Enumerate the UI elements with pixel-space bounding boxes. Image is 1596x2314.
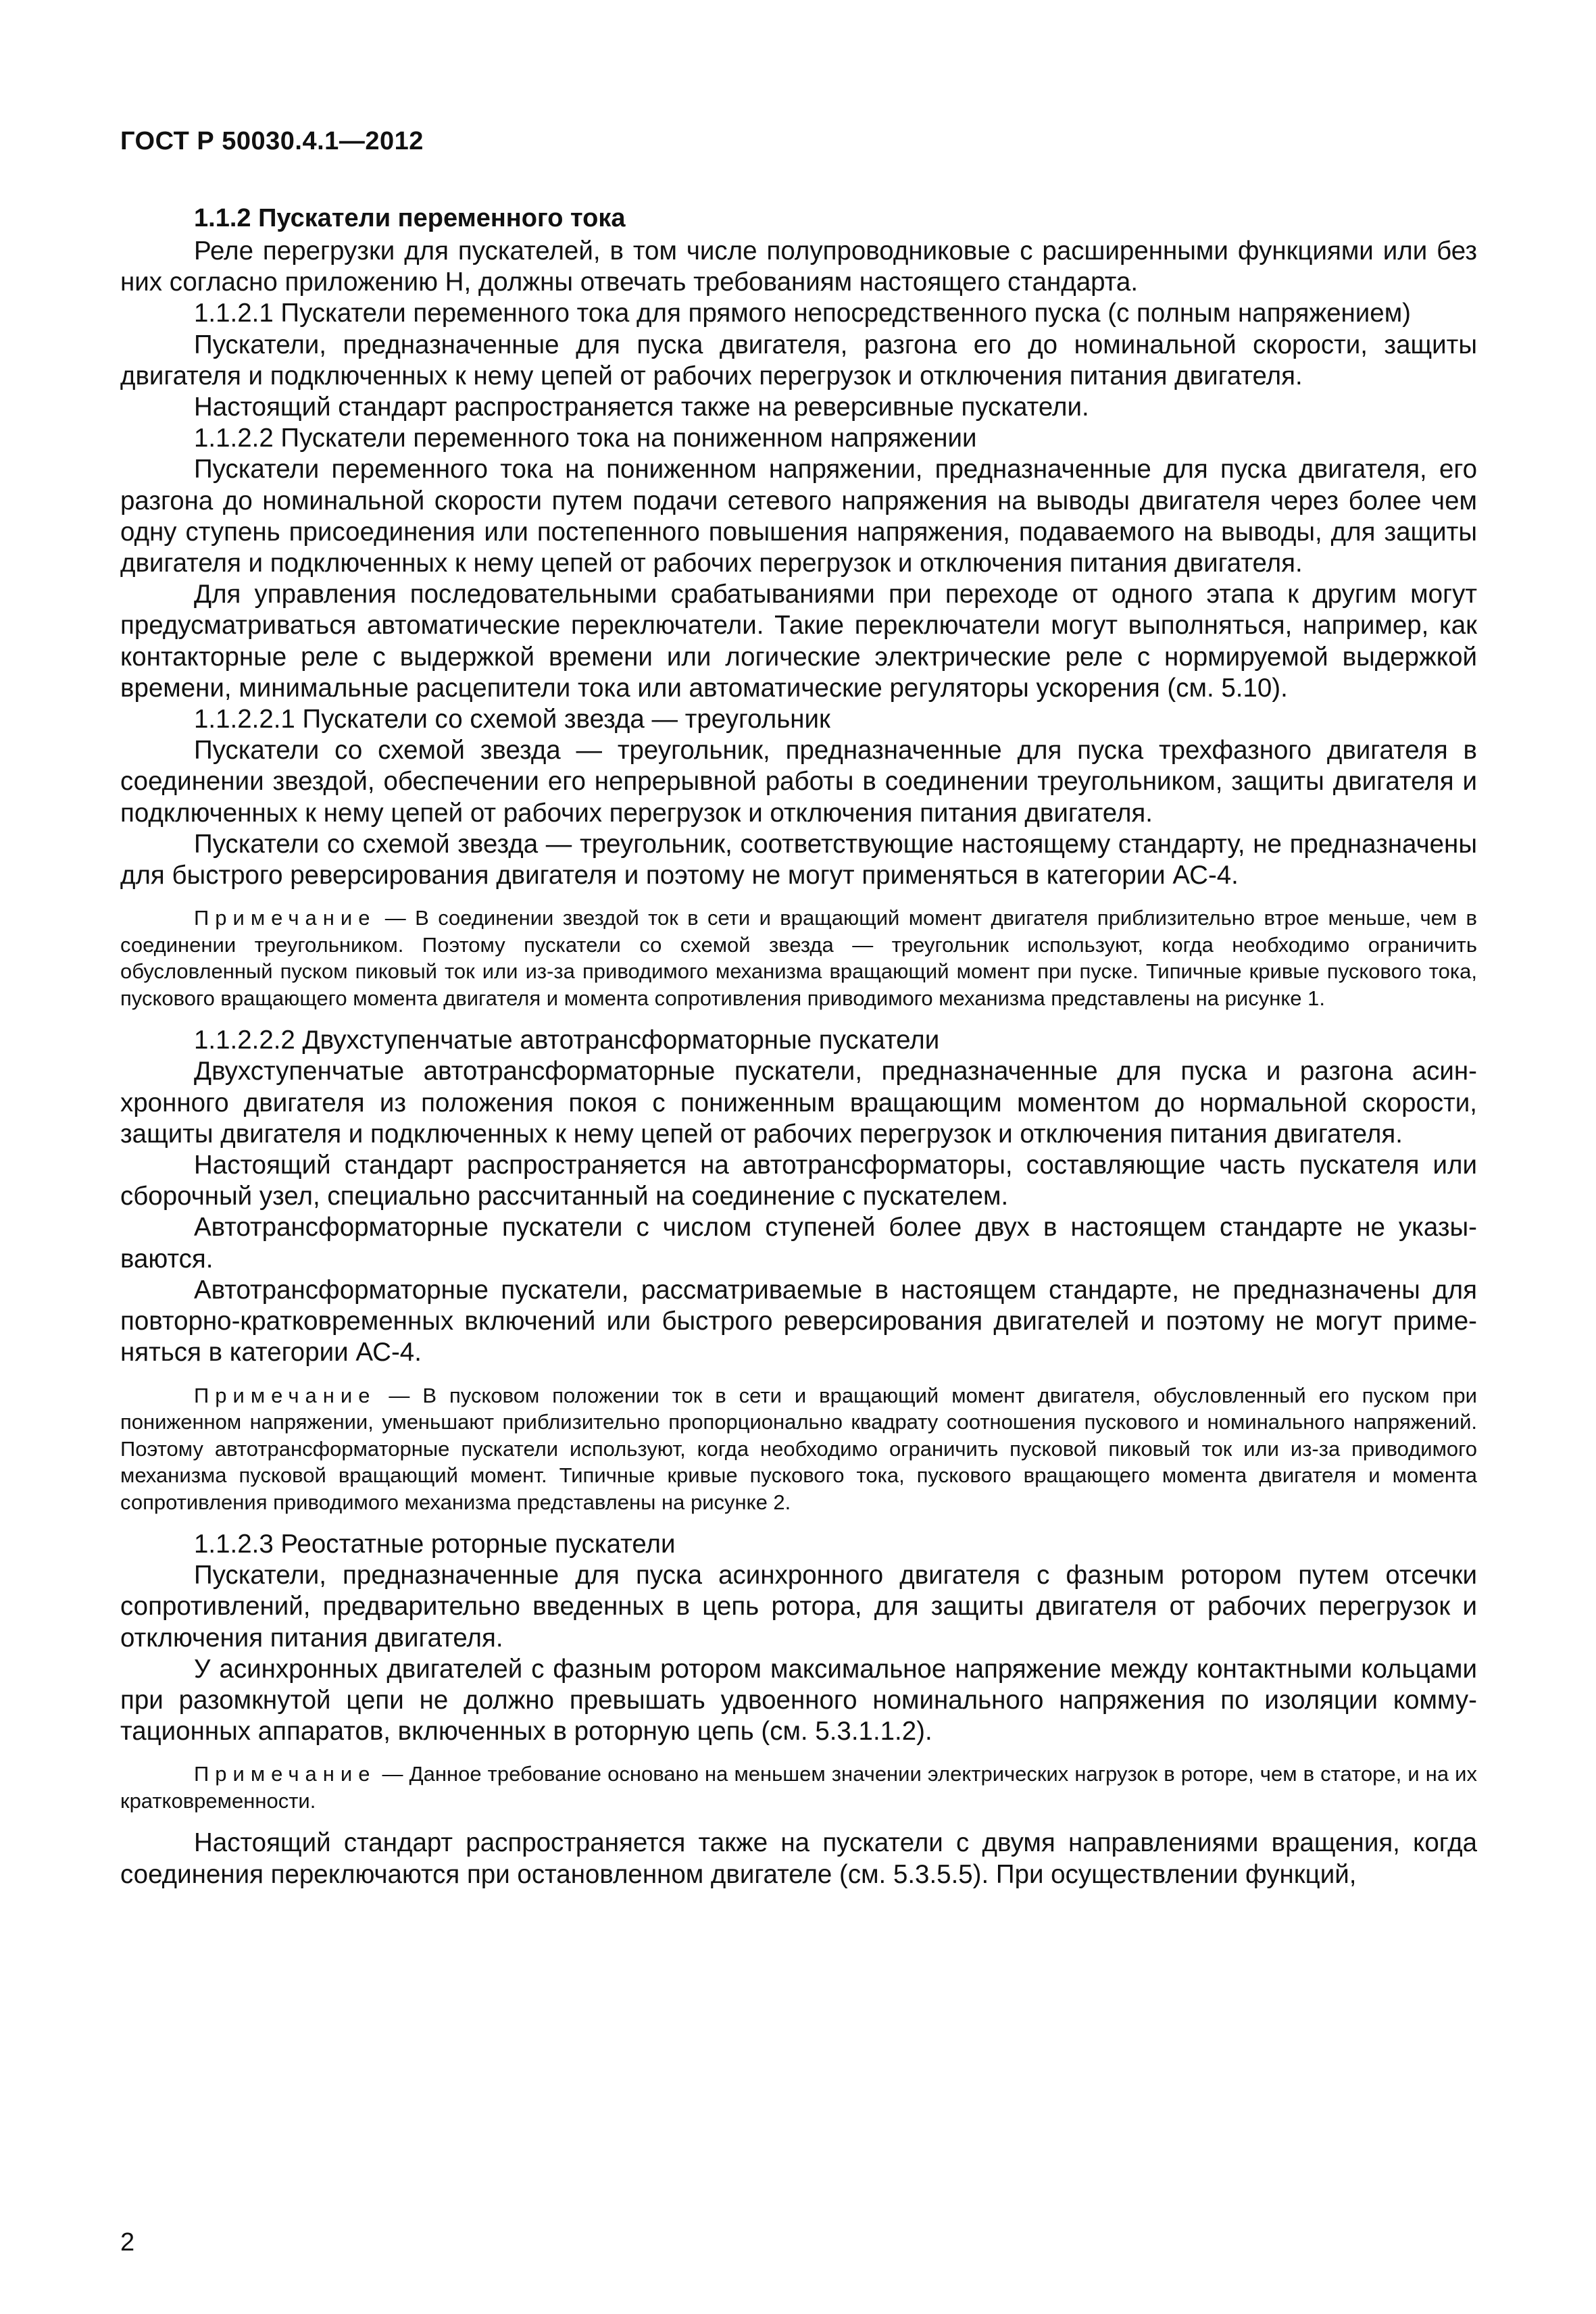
body-paragraph: 1.1.2.1 Пускатели переменного тока для прямого непосредственного пуска (с полным напряжением) [194,299,1412,328]
note-paragraph [120,905,1477,1011]
page-number: 2 [120,2228,135,2257]
body-paragraph: Настоящий стандарт распространяется также на реверсивные пускатели. [194,393,1089,422]
body-paragraph: 1.1.2.3 Реостатные роторные пускатели [194,1530,676,1559]
body-paragraph: 1.1.2.2 Пускатели переменного тока на пониженном напряжении [194,424,977,453]
body-paragraph: Автотрансформаторные пускатели с числом ступеней более двух в настоящем стандарте не указываются. [120,1213,1477,1274]
body-paragraph: Реле перегрузки для пускателей, в том числе полупроводниковые с расширенными функциями или без них согласно приложению Н, должны отвечать требованиям настоящего стандарта. [120,236,1477,297]
section-heading: 1.1.2 Пускатели переменного тока [194,204,626,232]
body-paragraph: 1.1.2.2.1 Пускатели со схемой звезда — треугольник [194,705,830,734]
note-label: Примечание [194,906,376,930]
body-paragraph: У асинхронных двигателей с фазным ротором максимальное напряжение между контактными кольцами при разомкнутой цепи не должно превышать удвоенного номинального напряжения по изоляции коммутационных аппаратов, включенных в роторную цепь (см. 5.3.1.1.2). [120,1654,1477,1746]
body-paragraph: 1.1.2.2.2 Двухступенчатые автотрансформаторные пускатели [194,1026,940,1055]
note-label: Примечание [194,1383,376,1407]
body-paragraph: Пускатели, предназначенные для пуска двигателя, разгона его до номинальной скорости, защиты двигателя и подключенных к нему цепей от рабочих перегрузок и отключения питания двигателя. [120,330,1477,391]
body-paragraph: Пускатели переменного тока на пониженном напряжении, предназначенные для пуска двигателя, его разгона до номинальной скорости путем подачи сетевого напряжения на выводы двигателя через более чем одну ступень присоединения или постепенного повышения напряжения, подаваемого на выводы, для защиты двигателя и подключенных к нему цепей от рабочих перегрузок и отключения питания двигателя. [120,455,1477,578]
note-text: — Данное требование основано на меньшем значении электрических нагрузок в роторе, чем в статоре, и на их кратковременности. [120,1762,1477,1813]
body-paragraph: Автотрансформаторные пускатели, рассматриваемые в настоящем стандарте, не предназначены для повторно-кратковременных включений или быстрого реверсирования двигателей и поэтому не могут применяться в категории АС-4. [120,1275,1477,1367]
document-header: ГОСТ Р 50030.4.1—2012 [120,127,424,155]
document-body [120,203,1477,1890]
note-paragraph [120,1382,1477,1516]
body-paragraph: Пускатели, предназначенные для пуска асинхронного двигателя с фазным ротором путем отсечки сопротивлений, предварительно введенных в цепь ротора, для защиты двигателя от рабочих перегрузок и отключения питания двигателя. [120,1561,1477,1653]
body-paragraph: Для управления последовательными срабатываниями при переходе от одного этапа к другим могут предусматриваться автоматические переключатели. Такие переключатели могут выполняться, например, как контакторные реле с выдержкой времени или логические электрические реле с нормируемой выдержкой времени, минимальные расцепители тока или автоматические регуляторы ускорения (см. 5.10). [120,580,1477,703]
note-label: Примечание [194,1762,376,1786]
body-paragraph: Настоящий стандарт распространяется также на пускатели с двумя направлениями вращения, когда соединения переключаются при остановленном двигателе (см. 5.3.5.5). При осуществлении функций, [120,1828,1477,1889]
body-paragraph: Настоящий стандарт распространяется на автотрансформаторы, составляющие часть пускателя или сборочный узел, специально рассчитанный на соединение с пускателем. [120,1151,1477,1211]
note-paragraph [120,1761,1477,1814]
note-text: — В соединении звездой ток в сети и вращающий момент двигателя приблизительно втрое меньше, чем в соединении треугольником. Поэтому пускатели со схемой звезда — треугольник используют, когда необходимо ограничить обусловленный пуском пиковый ток или из-за приводимого механизма вращающий момент при пуске. Типичные кривые пускового тока, пускового вращающего момента двигателя и момента сопротивления приводимого механизма представлены на рисунке 1. [120,906,1477,1010]
note-text: — В пусковом положении ток в сети и вращающий момент двигателя, обусловленный его пуском при пониженном напряжении, уменьшают приблизительно пропорционально квадрату соотношения пускового и номинального напряжений. Поэтому автотрансформаторные пускатели используют, когда необходимо ограничить пусковой пиковый ток или из-за приводимого механизма пусковой вращающий момент. Типичные кривые пускового тока, пускового вращающего момента двигателя и момента сопротивления приводимого механизма представлены на рисунке 2. [120,1383,1477,1514]
body-paragraph: Пускатели со схемой звезда — треугольник, соответствующие настоящему стандарту, не предназначены для быстрого реверсирования двигателя и поэтому не могут применяться в категории АС-4. [120,829,1477,890]
body-paragraph: Двухступенчатые автотрансформаторные пускатели, предназначенные для пуска и разгона асинхронного двигателя из положения покоя с пониженным вращающим моментом до нормальной скорости, защиты двигателя и подключенных к нему цепей от рабочих перегрузок и отключения питания двигателя. [120,1057,1477,1149]
body-paragraph: Пускатели со схемой звезда — треугольник, предназначенные для пуска трехфазного двигателя в соединении звездой, обеспечении его непрерывной работы в соединении треугольником, защиты двигателя и подключенных к нему цепей от рабочих перегрузок и отключения питания двигателя. [120,736,1477,828]
